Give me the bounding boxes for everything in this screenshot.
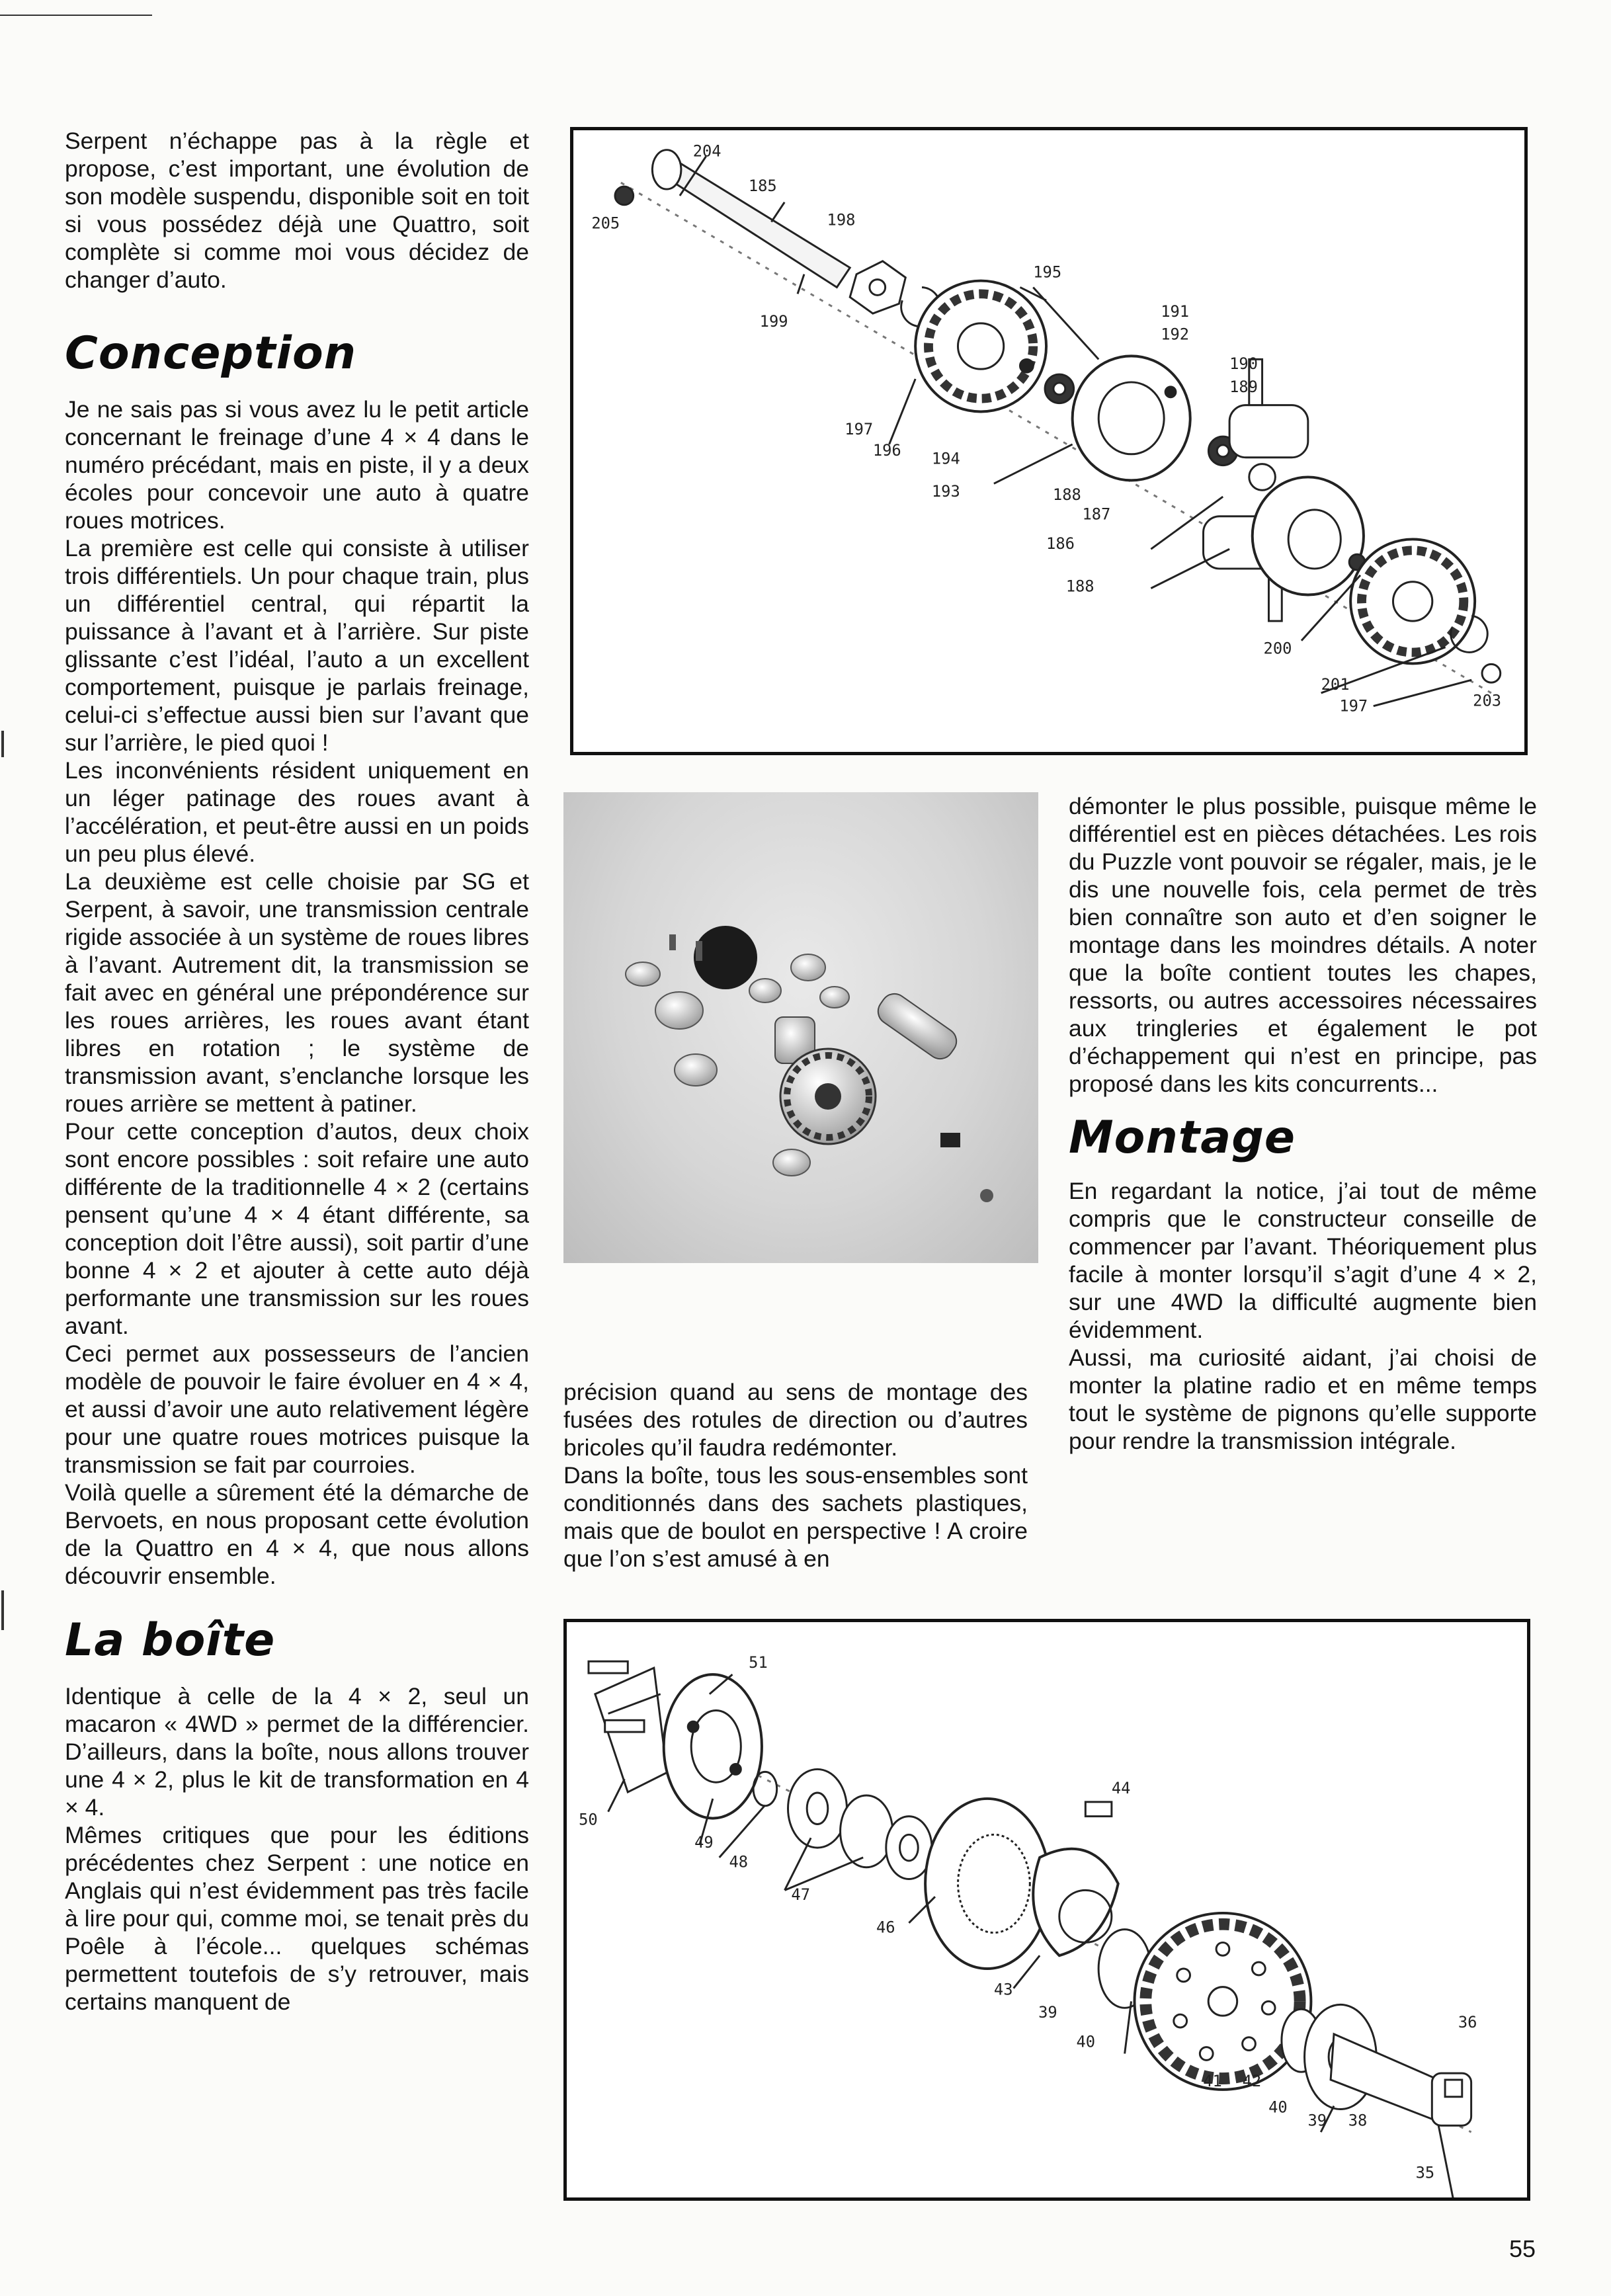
conception-paragraph: Voilà quelle a sûrement été la démarche de Bervoets, en nous proposant cette évolution de la Quattro en 4 × 4, que nous allons découvrir ensemble. — [65, 1479, 529, 1589]
part-label: 39 — [1038, 2003, 1057, 2022]
part-label: 38 — [1348, 2111, 1368, 2130]
conception-paragraph: Je ne sais pas si vous avez lu le petit article concernant le freinage d’une 4 × 4 dans le numéro précédant, mais en piste, il y a deux écoles pour concevoir une auto à quatre roues motrices. — [65, 396, 529, 534]
part-label: 48 — [729, 1852, 749, 1871]
part-label: 40 — [1076, 2032, 1096, 2051]
part-label: 201 — [1321, 675, 1350, 694]
intro-paragraph: Serpent n’échappe pas à la règle et propose, c’est important, une évolution de son modèle suspendu, disponible soit en toit si vous possédez déjà une Quattro, soit complète si comme moi vous décidez de changer d’auto. — [65, 128, 529, 293]
part-label: 204 — [692, 142, 722, 161]
part-label: 42 — [1242, 2071, 1262, 2090]
scan-edge-mark — [1, 731, 4, 757]
part-label: 189 — [1229, 377, 1258, 396]
boite-paragraph: Mêmes critiques que pour les éditions précédentes chez Serpent : une notice en Anglais qui n’est évidemment pas très facile à lire pour qui, comme moi, se tenait près du Poêle à l’école... quelques schémas permettent toutefois de s’y retrouver, mais certains manquent de — [65, 1822, 529, 2015]
differential-exploded-diagram-top — [570, 127, 1528, 755]
boite-heading: La boîte — [65, 1614, 276, 1666]
conception-paragraph: La deuxième est celle choisie par SG et Serpent, à savoir, une transmission centrale rigide associée à un système de roues libres à l’avant. Autrement dit, la transmission se fait avec en général une prépondérence sur les roues arrières, les roues avant étant libres en rotation ; le système de transmission avant, s’enclanche lorsque les roues arrière se mettent à patiner. — [65, 868, 529, 1117]
part-label: 192 — [1161, 325, 1190, 344]
part-label: 195 — [1033, 263, 1062, 282]
boite-paragraph: Identique à celle de la 4 × 2, seul un macaron « 4WD » permet de la différencier. D’ailleurs, dans la boîte, nous allons trouver une 4 × 2, plus le kit de transformation en 4 × 4. — [65, 1683, 529, 1821]
bottom-diagram-drawing — [567, 1622, 1527, 2197]
middle-paragraph: précision quand au sens de montage des fusées des rotules de direction ou d’autres bricoles qu’il faudra redémonter. — [563, 1379, 1028, 1461]
part-label: 187 — [1082, 505, 1111, 524]
part-label: 185 — [748, 177, 777, 196]
part-label: 194 — [931, 449, 960, 468]
part-label: 41 — [1203, 2071, 1222, 2090]
part-label: 190 — [1229, 354, 1258, 374]
conception-paragraph: La première est celle qui consiste à utiliser trois différentiels. Un pour chaque train, plus un différentiel central, qui répartit la puissance à l’avant et à l’arrière. Sur piste glissante c’est l’idéal, l’auto a un excellent comportement, puisque je parlais freinage, celui-ci s’effectue aussi bien sur l’avant que sur l’arrière, le pied quoi ! — [65, 535, 529, 756]
part-label: 47 — [791, 1885, 811, 1905]
parts-photograph — [563, 792, 1038, 1263]
gear-assembly-exploded-diagram-bottom — [563, 1619, 1530, 2201]
part-label: 35 — [1415, 2163, 1435, 2182]
part-label: 188 — [1052, 485, 1081, 505]
part-label: 50 — [579, 1810, 598, 1829]
part-label: 205 — [591, 214, 620, 233]
scan-edge-mark — [1, 1590, 4, 1630]
part-label: 198 — [827, 210, 856, 229]
part-label: 46 — [876, 1918, 895, 1937]
middle-paragraph: Dans la boîte, tous les sous-ensembles sont conditionnés dans des sachets plastiques, mais que de boulot en perspective ! A croire que l’on s’est amusé à en — [563, 1462, 1028, 1572]
right-column — [1069, 792, 1537, 1455]
part-label: 49 — [694, 1833, 714, 1852]
part-label: 44 — [1111, 1779, 1131, 1798]
left-column — [65, 127, 529, 2016]
conception-heading: Conception — [65, 327, 357, 380]
part-label: 188 — [1065, 577, 1095, 596]
right-paragraph: démonter le plus possible, puisque même le différentiel est en pièces détachées. Les rois du Puzzle vont pouvoir se régaler, mais, je le dis une nouvelle fois, cela permet de très bien connaître son auto et d’en soigner le montage dans les moindres détails. A noter que la boîte contient toutes les chapes, ressorts, ou autres accessoires nécessaires aux tringleries et également le pot d’échappement qui n’est en principe, pas proposé dans les kits concurrents... — [1069, 793, 1537, 1097]
part-label: 197 — [1339, 696, 1368, 716]
part-label: 39 — [1307, 2111, 1327, 2130]
conception-paragraph: Pour cette conception d’autos, deux choix sont encore possibles : soit refaire une auto différente de la traditionnelle 4 × 2 (certains pensent qu’une 4 × 4 étant différente, sa conception doit l’être aussi), soit partir d’une bonne 4 × 2 et ajouter à cette auto déjà performante une transmission sur les roues avant. — [65, 1118, 529, 1339]
page-number: 55 — [1509, 2235, 1536, 2262]
scan-edge-mark — [0, 15, 152, 16]
part-label: 193 — [931, 482, 960, 501]
part-label: 43 — [993, 1980, 1013, 1999]
part-label: 200 — [1263, 639, 1292, 658]
part-label: 51 — [749, 1653, 768, 1672]
part-label: 186 — [1046, 534, 1075, 554]
part-label: 191 — [1161, 302, 1190, 321]
part-label: 199 — [759, 311, 788, 331]
montage-heading: Montage — [1069, 1112, 1296, 1164]
part-label: 197 — [845, 420, 874, 439]
top-diagram-drawing — [573, 130, 1524, 752]
middle-column — [563, 1378, 1028, 1573]
montage-paragraph: Aussi, ma curiosité aidant, j’ai choisi de monter la platine radio et en même temps tout le système de pignons qu’elle supporte pour rendre la transmission intégrale. — [1069, 1344, 1537, 1454]
photo-parts-drawing — [563, 792, 1038, 1263]
part-label: 40 — [1268, 2098, 1288, 2117]
montage-paragraph: En regardant la notice, j’ai tout de même compris que le constructeur conseille de commencer par l’avant. Théoriquement plus facile à monter lorsqu’il s’agit d’une 4 × 2, sur une 4WD la difficulté augmente bien évidemment. — [1069, 1178, 1537, 1343]
part-label: 196 — [872, 440, 901, 460]
conception-paragraph: Les inconvénients résident uniquement en un léger patinage des roues avant à l’accélération, et peut-être aussi en un poids un peu plus élevé. — [65, 757, 529, 867]
conception-paragraph: Ceci permet aux possesseurs de l’ancien modèle de pouvoir le faire évoluer en 4 × 4, et aussi d’avoir une auto relativement légère pour une quatre roues motrices puisque la transmission se fait par courroies. — [65, 1340, 529, 1478]
part-label: 36 — [1458, 2012, 1477, 2031]
part-label: 203 — [1473, 691, 1502, 710]
